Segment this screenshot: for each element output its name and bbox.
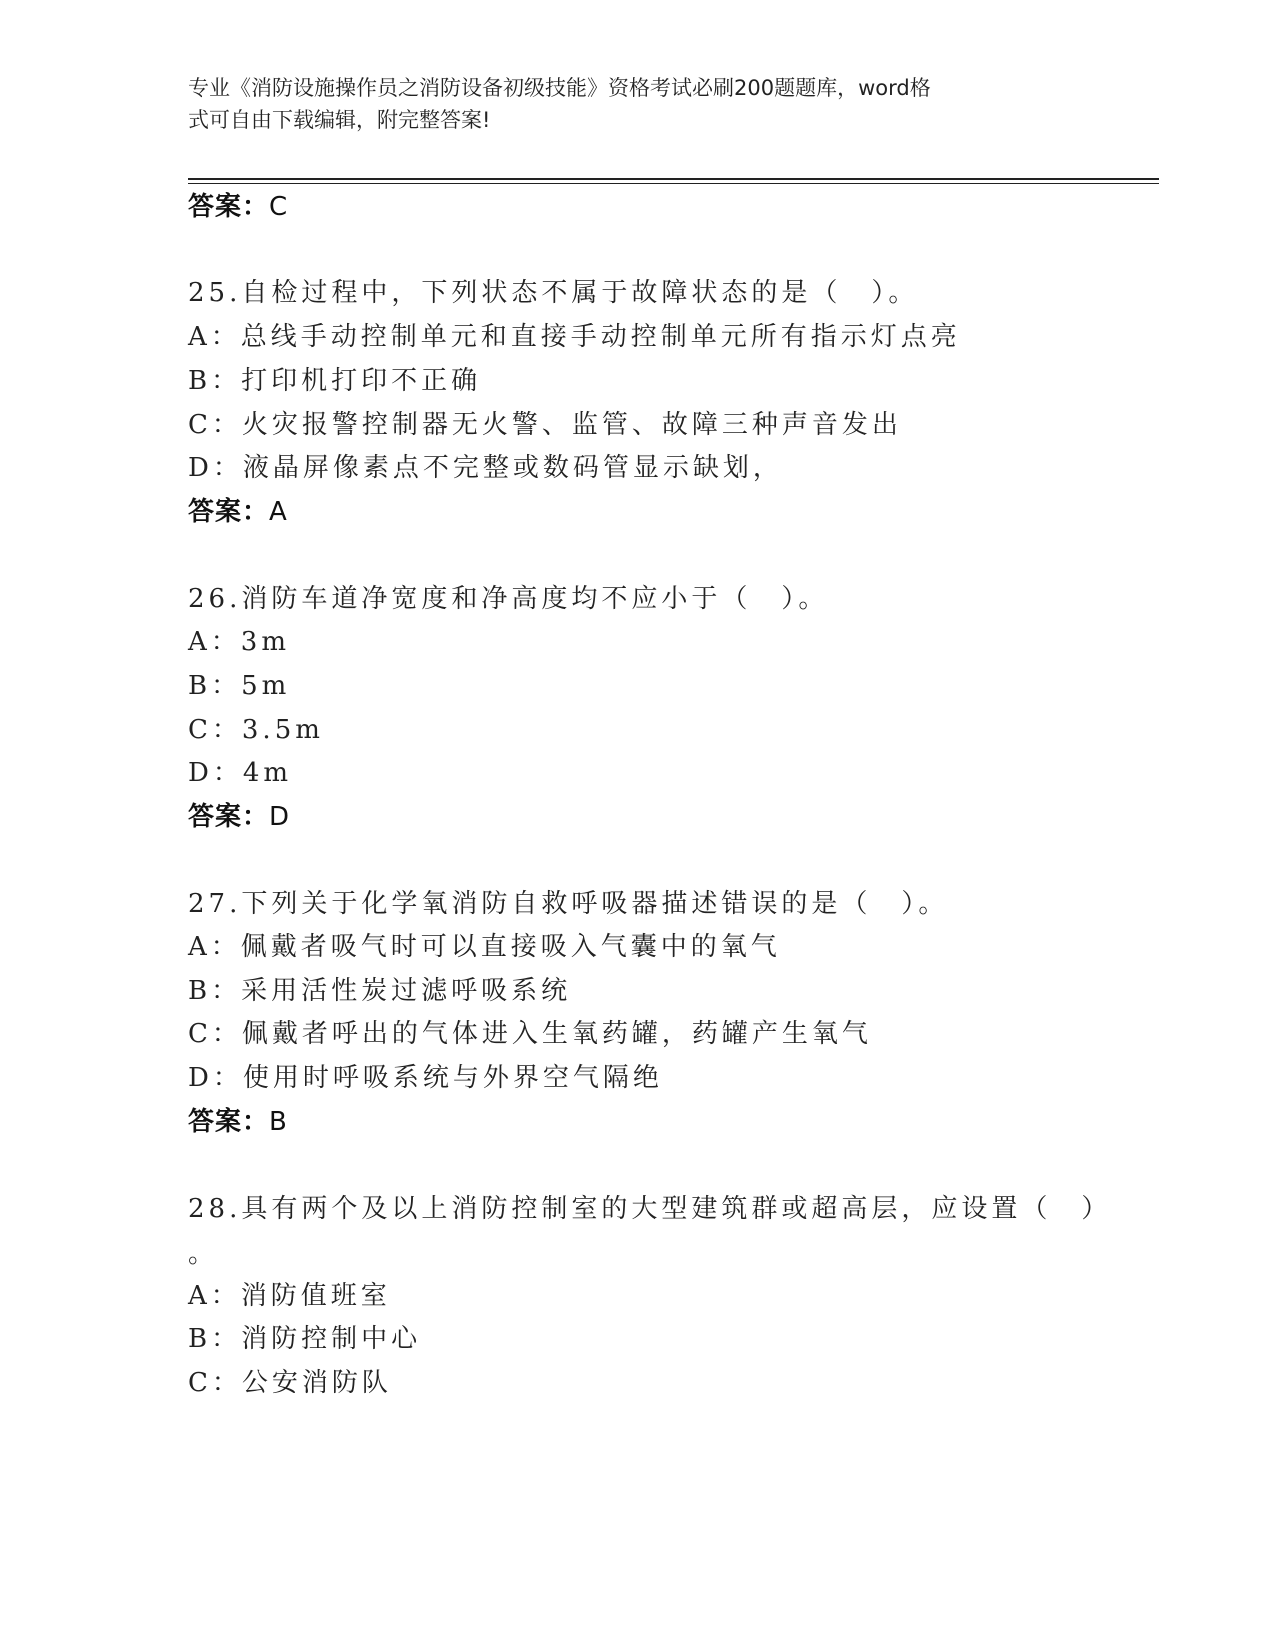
q28-option-b: B：消防控制中心 bbox=[188, 1324, 422, 1354]
header-rule-thick bbox=[188, 178, 1159, 180]
question-26: 26.消防车道净宽度和净高度均不应小于（ ）。 bbox=[188, 584, 829, 614]
header-rule-thin bbox=[188, 183, 1159, 184]
q28-option-c: C：公安消防队 bbox=[188, 1368, 392, 1398]
header-line-2: 式可自由下载编辑，附完整答案! bbox=[188, 108, 491, 132]
q28-option-a: A：消防值班室 bbox=[188, 1281, 391, 1311]
q26-option-a: A：3m bbox=[188, 627, 290, 657]
q25-option-d: D：液晶屏像素点不完整或数码管显示缺划， bbox=[188, 453, 783, 483]
q26-option-d: D：4m bbox=[188, 758, 293, 788]
answer-value: C bbox=[269, 192, 289, 222]
question-27: 27.下列关于化学氧消防自救呼吸器描述错误的是（ ）。 bbox=[188, 889, 949, 919]
q27-option-b: B：采用活性炭过滤呼吸系统 bbox=[188, 976, 572, 1006]
answer-value: B bbox=[269, 1107, 288, 1137]
q27-option-a: A：佩戴者吸气时可以直接吸入气囊中的氧气 bbox=[188, 932, 781, 962]
q27-option-c: C：佩戴者呼出的气体进入生氧药罐，药罐产生氧气 bbox=[188, 1019, 872, 1049]
answer-27 bbox=[188, 1101, 288, 1138]
q25-option-b: B：打印机打印不正确 bbox=[188, 366, 482, 396]
answer-24 bbox=[188, 186, 288, 223]
answer-26 bbox=[188, 796, 290, 833]
answer-25 bbox=[188, 491, 288, 528]
question-25: 25.自检过程中，下列状态不属于故障状态的是（ ）。 bbox=[188, 278, 919, 308]
q25-option-c: C：火灾报警控制器无火警、监管、故障三种声音发出 bbox=[188, 410, 902, 440]
question-28: 28.具有两个及以上消防控制室的大型建筑群或超高层，应设置（ ） bbox=[188, 1194, 1112, 1224]
answer-label: 答案： bbox=[188, 497, 270, 527]
q25-option-a: A：总线手动控制单元和直接手动控制单元所有指示灯点亮 bbox=[188, 322, 961, 352]
answer-label: 答案： bbox=[188, 1107, 270, 1137]
document-header bbox=[188, 72, 1068, 136]
answer-value: D bbox=[269, 802, 291, 832]
question-28-continuation: 。 bbox=[188, 1239, 219, 1269]
answer-value: A bbox=[269, 497, 288, 527]
answer-label: 答案： bbox=[188, 802, 270, 832]
header-line-1: 专业《消防设施操作员之消防设备初级技能》资格考试必刷200题题库，word格 bbox=[188, 76, 931, 100]
answer-label: 答案： bbox=[188, 192, 270, 222]
q26-option-c: C：3.5m bbox=[188, 715, 324, 745]
q27-option-d: D：使用时呼吸系统与外界空气隔绝 bbox=[188, 1063, 663, 1093]
q26-option-b: B：5m bbox=[188, 671, 291, 701]
